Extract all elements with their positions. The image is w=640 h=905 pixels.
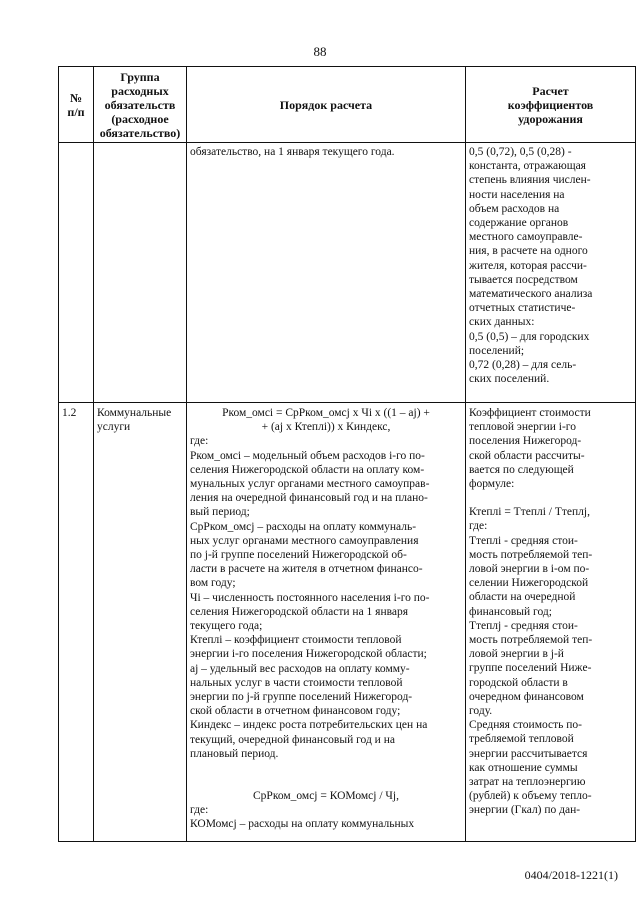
- text-line: ных услуг органами местного самоуправления: [190, 534, 419, 547]
- text-line: Чi – численность постоянного населения i-го по-: [190, 591, 430, 604]
- text-line: селения Нижегородской области на оплату ком-: [190, 463, 425, 476]
- text-line: Коэффициент стоимости: [469, 407, 591, 419]
- text-line: Ттеплi - средняя стои-: [469, 534, 578, 547]
- header-bottom-border: [58, 142, 636, 143]
- formula-average: СрРком_омсj = КОМомсj / Чj,: [253, 790, 399, 803]
- text-line: мость потребляемой теп-: [469, 634, 593, 647]
- text-line: ских поселений.: [469, 373, 550, 386]
- text-line: селения Нижегородской области на 1 января: [190, 605, 409, 618]
- formula-heat-coef: Ктеплi = Ттеплi / Ттеплj,: [469, 506, 590, 519]
- row-divider: [58, 402, 636, 403]
- text-line: константа, отражающая: [469, 160, 586, 173]
- header-method: Порядок расчета: [279, 97, 373, 112]
- text-line: (рублей) к объему тепло-: [469, 790, 592, 803]
- column-border: [186, 66, 187, 842]
- text-line: году.: [469, 705, 493, 718]
- text-line: содержание органов: [469, 217, 569, 230]
- text-line: Рком_омсi – модельный объем расходов i-го по-: [190, 449, 425, 462]
- column-border: [635, 66, 636, 842]
- text-line: по j-й группе поселений Нижегородской об-: [190, 549, 407, 562]
- text-line: 0,5 (0,5) – для городских: [469, 330, 590, 343]
- row2-number: 1.2: [62, 407, 77, 419]
- text-line: ния, в расчете на одного: [469, 245, 588, 258]
- column-border: [465, 66, 466, 842]
- calculation-table: [58, 66, 636, 842]
- text-line: требляемой тепловой: [469, 733, 574, 746]
- text-line: мость потребляемой теп-: [469, 548, 593, 561]
- text-line: жителя, которая рассчи-: [469, 259, 587, 272]
- text-line: математического анализа: [469, 288, 593, 301]
- text-line: ской области в отчетном финансовом году;: [190, 705, 401, 718]
- row2-coefficient: Коэффициент стоимости тепловой энергии i-го поселения Нижегород- ской области рассчиты- вается по следующей формуле: Ктеплi = Ттеплi / Ттеплj, где: Ттеплi - средняя стои- мость потребляемой теп- ловой энергии в i-ом по- селении Нижегородской области на очередной финансовый год; Ттеплj - средняя стои- мость потребляемой теп- ловой энергии в j-й группе поселений Нижe- городской области в очередном финансовом году. Средняя стоимость по- требляемой тепловой энергии рассчитывается как отношение суммы затрат на теплоэнергию (рублей) к объему тепло- энергии (Гкал) по дан-: [469, 406, 631, 818]
- text-line: текущий, очередной финансовый год и на: [190, 733, 395, 746]
- text-line: Ттеплj - средняя стои-: [469, 619, 578, 632]
- row1-coefficient: [469, 145, 631, 386]
- text-line: тепловой энергии i-го: [469, 421, 576, 434]
- text-line: ности населения на: [469, 188, 565, 201]
- page-number: 88: [313, 44, 327, 59]
- text-line: ских данных:: [469, 316, 535, 329]
- text-line: энергии (Гкал) по дан-: [469, 804, 581, 817]
- text-line: как отношение суммы: [469, 761, 578, 774]
- row2-group: Коммунальные услуги: [97, 407, 172, 434]
- text-line: поселений;: [469, 344, 525, 357]
- text-line: ления на очередной финансовый год и на планo-: [190, 492, 428, 505]
- text-line: группе поселений Нижe-: [469, 662, 592, 675]
- text-line: 0,72 (0,28) – для сель-: [469, 359, 577, 372]
- text-line: плановый период.: [190, 747, 279, 760]
- text-line: ловой энергии в i-ом по-: [469, 563, 590, 576]
- text-line: селении Нижегородской: [469, 577, 589, 590]
- text-line: финансовый год;: [469, 605, 552, 618]
- text-line: вается по следующей: [469, 463, 574, 476]
- row2-method: Рком_омсi = СрРком_омсj х Чi х ((1 – аj) + + (аj х Ктеплi)) х Киндекс, где: Рком_омсi – модельный объем расходов i-го по- селения Нижегородской области на оплату ком- мунальных услуг органами местного самоуправ- ления на очередной финансовый год и на планo- вый период; СрРком_омсj – расходы на оплату коммуналь- ных услуг органами местного самоуправления по j-й группе поселений Нижегородской об- ласти в расчете на жителя в отчетном финансо- вом году; Чi – численность постоянного населения i-го по- селения Нижегородской области на 1 января текущего года; Ктеплi – коэффициент стоимости тепловой энергии i-го поселения Нижегородской области; аj – удельный вес расходов на оплату комму- нальных услуг в части стоимости тепловой энергии по j-й группе поселений Нижегород- ской области в отчетном финансовом году; Киндекс – индекс роста потребительских цен на текущий, очередной финансовый год и на плановый период. СрРком_омсj = КОМомсj / Чj, где: КОМомсj – расходы на оплату коммунальных: [190, 406, 462, 832]
- text-line: энергии по j-й группе поселений Нижегород-: [190, 691, 413, 704]
- text-line: нальных услуг в части стоимости тепловой: [190, 676, 403, 689]
- table-bottom-border: [58, 841, 636, 842]
- text-line: местного самоуправле-: [469, 231, 583, 244]
- text-line: Киндекс – индекс роста потребительских цен на: [190, 719, 428, 732]
- formula-main: Рком_омсi = СрРком_омсj х Чi х ((1 – аj) +: [222, 407, 430, 419]
- text-line: вом году;: [190, 577, 236, 590]
- text-line: степень влияния числен-: [469, 174, 591, 187]
- text-line: затрат на теплоэнергию: [469, 776, 586, 789]
- column-border: [58, 66, 59, 842]
- text-line: аj – удельный вес расходов на оплату комму-: [190, 662, 410, 675]
- text-line: формуле:: [469, 478, 515, 491]
- text-line: ской области рассчиты-: [469, 449, 585, 462]
- formula-main-cont: + (аj х Ктеплi)) х Киндекс,: [261, 421, 391, 434]
- text-line: энергии i-го поселения Нижегородской области;: [190, 648, 427, 661]
- text-line: СрРком_омсj – расходы на оплату коммуналь-: [190, 520, 417, 533]
- header-coefficient: Расчет коэффициентов удорожания: [507, 83, 594, 126]
- text-line: поселения Нижегород-: [469, 435, 582, 448]
- document-code: 0404/2018-1221(1): [524, 868, 618, 882]
- text-line: тывается посредством: [469, 273, 578, 286]
- text-line: 0,5 (0,72), 0,5 (0,28) -: [469, 146, 572, 158]
- text-line: вый период;: [190, 506, 250, 519]
- text-line: текущего года;: [190, 620, 263, 633]
- text-line: Ктеплi – коэффициент стоимости тепловой: [190, 634, 402, 647]
- row1-method: обязательство, на 1 января текущего года.: [190, 146, 395, 158]
- text-line: Средняя стоимость по-: [469, 719, 583, 732]
- text-line: очередном финансовом: [469, 690, 584, 703]
- text-line: отчетных статистиче-: [469, 302, 576, 315]
- text-line: объем расходов на: [469, 202, 560, 215]
- header-number: № п/п: [67, 90, 85, 119]
- text-line: мунальных услуг органами местного самоуправ-: [190, 478, 430, 491]
- header-group: Группа расходных обязательств (расходное обязательство): [99, 69, 181, 140]
- text-line: городской области в: [469, 676, 568, 689]
- column-border: [93, 66, 94, 842]
- text-line: ловой энергии в j-й: [469, 648, 564, 661]
- text-line: области на очередной: [469, 591, 576, 604]
- text-line: ласти в расчете на жителя в отчетном финансо-: [190, 563, 423, 576]
- text-line: энергии рассчитывается: [469, 747, 588, 760]
